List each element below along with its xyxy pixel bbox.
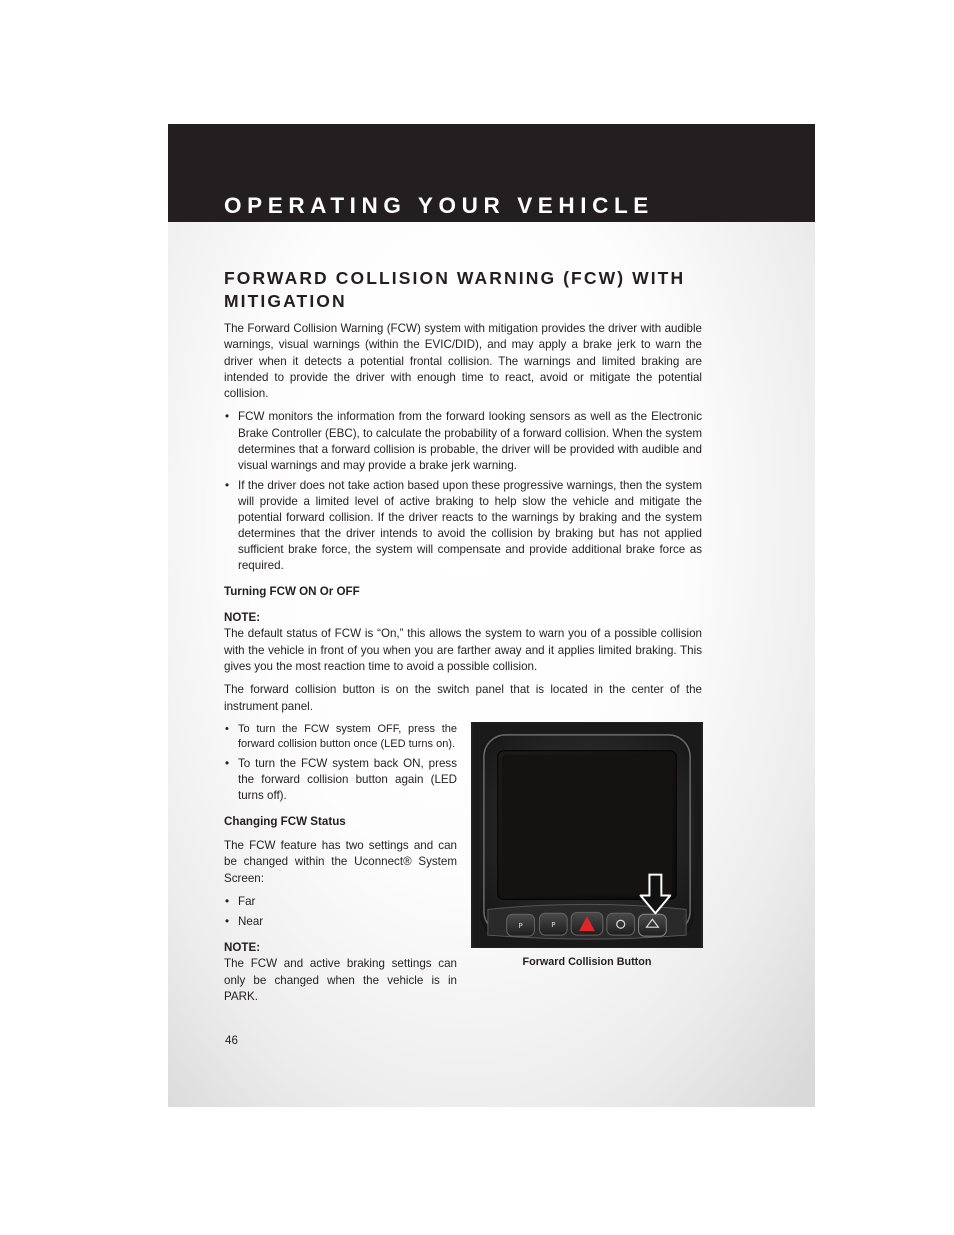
- list-item: [224, 478, 702, 575]
- list-item: [224, 756, 457, 804]
- page-content: [224, 267, 702, 1012]
- note-text: The FCW and active braking settings can only be changed when the vehicle is in PARK.: [224, 957, 457, 1003]
- manual-page: [168, 124, 815, 1107]
- chapter-header: [168, 124, 815, 222]
- note-label: NOTE:: [224, 611, 261, 625]
- list-item-text: Near: [238, 915, 264, 929]
- list-item: [224, 409, 702, 473]
- switch-panel-photo: [471, 722, 703, 948]
- list-item-text: Far: [238, 895, 256, 909]
- changing-status-paragraph: The FCW feature has two settings and can be changed within the Uconnect® System Screen:: [224, 839, 457, 885]
- note-label: NOTE:: [224, 941, 261, 955]
- intro-paragraph: The Forward Collision Warning (FCW) system with mitigation provides the driver with audible warnings, visual warnings (within the EVIC/DID), and may apply a brake jerk to warn the driver when it detects a potential frontal collision. The warnings and limited braking are intended to provide the driver with enough time to react, avoid or mitigate the potential collision.: [224, 322, 702, 401]
- forward-collision-figure: [471, 722, 703, 969]
- left-column: [224, 722, 457, 1005]
- list-item: [224, 894, 457, 910]
- svg-text:P: P: [551, 921, 556, 930]
- list-item-text: If the driver does not take action based upon these progressive warnings, then the system will provide a limited level of active braking to help slow the vehicle and mitigate the potential forward collision. If the driver reacts to the warnings by braking and the system determines that the driver intends to avoid the collision by braking but has not applied sufficient brake force, the system will compensate and provide additional brake force as required.: [238, 478, 702, 573]
- bullet-glyph: •: [225, 756, 230, 770]
- list-item: [224, 914, 457, 930]
- svg-text:P: P: [518, 922, 523, 931]
- toggle-bullet-list: [224, 722, 457, 804]
- button-location-paragraph: The forward collision button is on the switch panel that is located in the center of the instrument panel.: [224, 683, 702, 713]
- turning-fcw-heading: Turning FCW ON Or OFF: [224, 585, 360, 599]
- changing-status-heading: Changing FCW Status: [224, 815, 346, 829]
- list-item-text: To turn the FCW system back ON, press the forward collision button again (LED turns off).: [238, 756, 457, 803]
- bullet-glyph: •: [225, 478, 230, 492]
- list-item: [224, 722, 457, 752]
- fcw-bullet-list: [224, 409, 702, 574]
- bullet-glyph: •: [225, 410, 230, 424]
- bullet-glyph: •: [225, 895, 230, 909]
- bullet-glyph: •: [225, 915, 230, 929]
- list-item-text: To turn the FCW system OFF, press the forward collision button once (LED turns on).: [238, 722, 457, 750]
- page-number: 46: [225, 1034, 238, 1047]
- chapter-title: OPERATING YOUR VEHICLE: [224, 193, 654, 218]
- figure-caption: Forward Collision Button: [522, 955, 652, 968]
- setting-options-list: [224, 894, 457, 930]
- list-item-text: FCW monitors the information from the forward looking sensors as well as the Electronic Brake Controller (EBC), to calculate the probability of a forward collision. When the system determines that a forward collision is probable, the driver will be provided with audible and visual warnings and may provide a brake jerk warning.: [238, 410, 702, 472]
- section-title: FORWARD COLLISION WARNING (FCW) WITH MITIGATION: [224, 268, 686, 311]
- two-column-section: [224, 722, 702, 1005]
- bullet-glyph: •: [225, 722, 229, 735]
- note-text: The default status of FCW is “On,” this allows the system to warn you of a possible collision with the vehicle in front of you when you are farther away and it applies limited braking. This gives you the most reaction time to avoid a possible collision.: [224, 627, 702, 674]
